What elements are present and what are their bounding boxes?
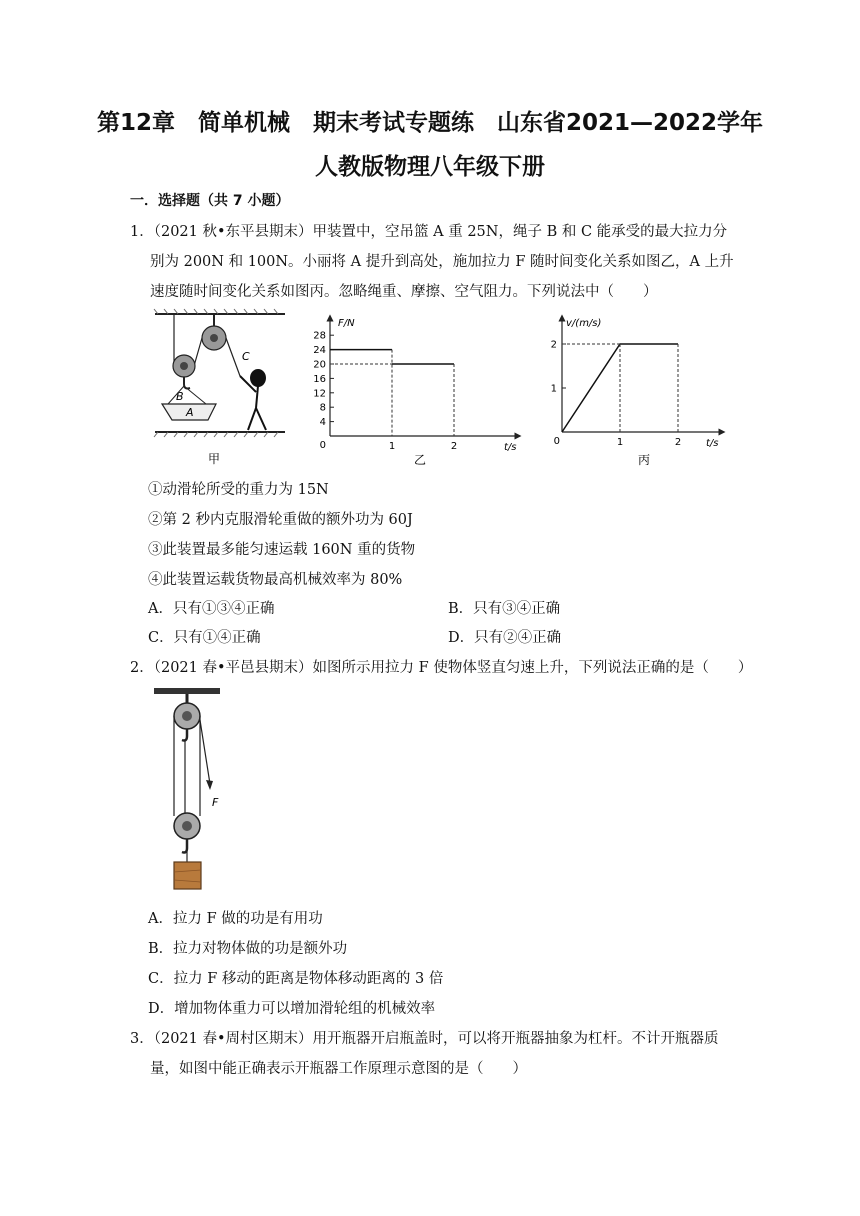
person-figure — [240, 370, 266, 430]
x-axis-label: t/s — [706, 438, 719, 449]
q2-option-D: D．增加物体重力可以增加滑轮组的机械效率 — [148, 1001, 436, 1017]
q2-option-A: A．拉力 F 做的功是有用功 — [148, 911, 323, 927]
q1-statement-4: ④此装置运载货物最高机械效率为 80% — [148, 572, 403, 588]
y-tick-label: 4 — [319, 417, 326, 429]
figure-q2-pulley-system — [150, 686, 240, 898]
q1-option-D: D．只有②④正确 — [448, 630, 562, 646]
document-title-line-1: 第12章 简单机械 期末考试专题练 山东省2021—2022学年 — [96, 110, 764, 136]
x-axis-label: t/s — [504, 442, 517, 453]
q1-statement-2: ②第 2 秒内克服滑轮重做的额外功为 60J — [148, 512, 413, 528]
y-tick-label: 1 — [550, 383, 557, 395]
origin-label: 0 — [553, 436, 560, 447]
q2-text-line-1: 2．（2021 春•平邑县期末）如图所示用拉力 F 使物体竖直匀速上升，下列说法正确的是（ ） — [130, 660, 753, 676]
figure-yi-force-time-chart — [300, 312, 530, 467]
y-tick-label: 24 — [313, 345, 326, 357]
q3-text-line-2: 量，如图中能正确表示开瓶器工作原理示意图的是（ ） — [150, 1061, 527, 1077]
label-B: B — [176, 390, 184, 403]
ceiling — [154, 309, 285, 314]
x-tick-label: 1 — [616, 437, 624, 448]
y-axis-label: v/(m/s) — [566, 318, 602, 329]
origin-label: 0 — [319, 440, 326, 451]
y-tick-label: 8 — [319, 402, 326, 414]
velocity-line — [562, 344, 678, 432]
label-A: A — [186, 406, 194, 419]
section-heading: 一．选择题（共 7 小题） — [130, 193, 290, 209]
y-tick-label: 16 — [313, 373, 326, 385]
document-title-line-2: 人教版物理八年级下册 — [315, 154, 545, 180]
q1-statement-3: ③此装置最多能匀速运载 160N 重的货物 — [148, 542, 416, 558]
x-tick-label: 2 — [674, 437, 682, 448]
ceiling — [154, 688, 220, 694]
caption-yi: 乙 — [413, 453, 427, 467]
label-F: F — [212, 796, 219, 809]
caption-jia: 甲 — [207, 452, 221, 466]
y-tick-label: 12 — [313, 388, 326, 400]
q1-option-C: C．只有①④正确 — [148, 630, 261, 646]
y-axis-label: F/N — [338, 318, 355, 329]
q1-statement-1: ①动滑轮所受的重力为 15N — [148, 482, 329, 498]
wooden-block — [174, 862, 201, 889]
q2-option-B: B．拉力对物体做的功是额外功 — [148, 941, 348, 957]
label-C: C — [242, 350, 250, 363]
caption-bing: 丙 — [637, 453, 651, 467]
y-tick-label: 28 — [313, 330, 326, 342]
q1-text-line-3: 速度随时间变化关系如图丙。忽略绳重、摩擦、空气阻力。下列说法中（ ） — [150, 284, 658, 300]
x-tick-label: 1 — [388, 441, 396, 452]
y-tick-label: 2 — [550, 339, 557, 351]
q1-text-line-2: 别为 200N 和 100N。小丽将 A 提升到高处，施加拉力 F 随时间变化关系如图乙，A 上升 — [150, 254, 734, 270]
y-tick-label: 20 — [313, 359, 326, 371]
q1-option-B: B．只有③④正确 — [448, 601, 561, 617]
q1-text-line-1: 1．（2021 秋•东平县期末）甲装置中，空吊篮 A 重 25N，绳子 B 和 C 能承受的最大拉力分 — [130, 224, 728, 240]
x-tick-label: 2 — [450, 441, 458, 452]
q3-text-line-1: 3．（2021 春•周村区期末）用开瓶器开启瓶盖时，可以将开瓶器抽象为杠杆。不计开瓶器质 — [130, 1031, 719, 1047]
q2-option-C: C．拉力 F 移动的距离是物体移动距离的 3 倍 — [148, 971, 444, 987]
figure-bing-velocity-time-chart — [540, 312, 730, 467]
q1-option-A: A．只有①③④正确 — [148, 601, 275, 617]
figure-jia-pulley-apparatus — [150, 308, 290, 468]
